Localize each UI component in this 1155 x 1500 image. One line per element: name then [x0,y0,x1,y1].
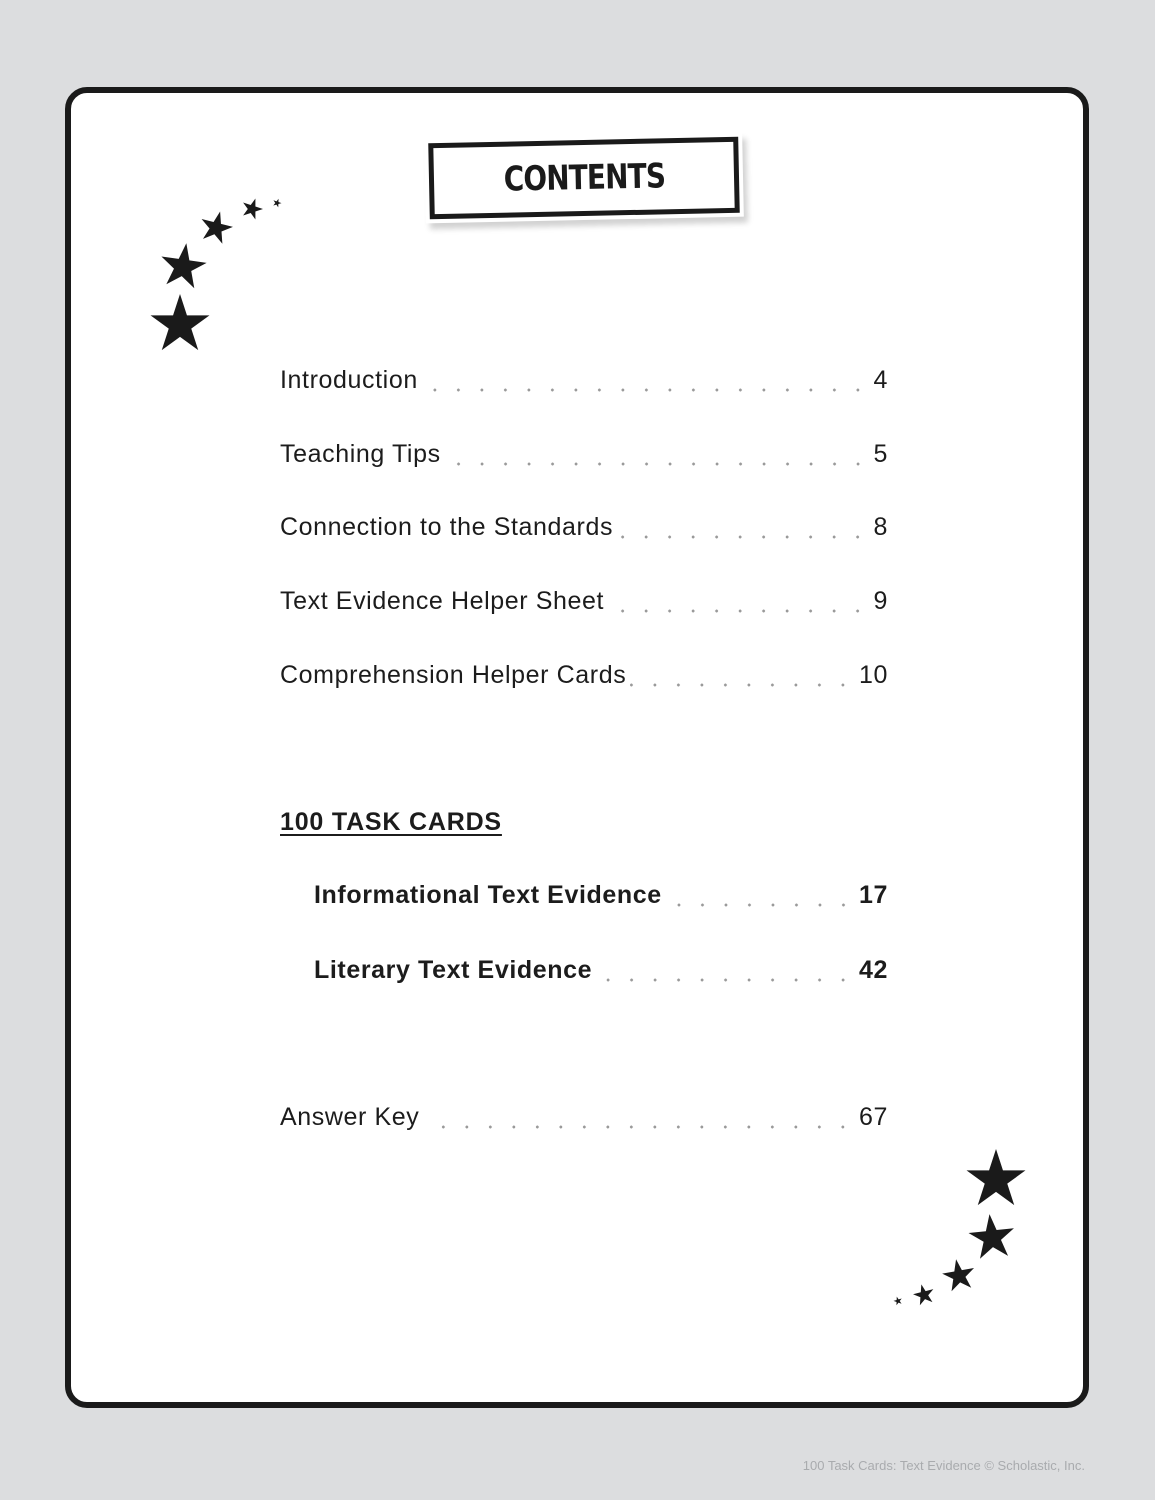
toc-entry-page: 42 [858,956,888,984]
toc-entry-label: Connection to the Standards [280,513,614,541]
section-heading-task-cards: 100 TASK CARDS [280,808,502,836]
dot-leader [666,903,855,907]
dot-leader [422,388,870,392]
dot-leader [617,535,869,539]
dot-leader [445,462,870,466]
toc-entry-text-evidence-helper-sheet[interactable] [280,587,888,621]
toc-entry-connection-to-standards[interactable] [280,513,888,547]
toc-entry-label: Literary Text Evidence [314,956,593,984]
title-border [428,137,740,219]
page-title: CONTENTS [502,156,666,200]
toc-entry-introduction[interactable] [280,366,888,400]
toc-entry-label: Answer Key [280,1103,420,1131]
toc-entry-page: 5 [873,440,888,468]
toc-entry-literary-text-evidence[interactable] [314,956,888,990]
toc-entry-page: 17 [858,881,888,909]
dot-leader [608,609,869,613]
toc-entry-teaching-tips[interactable] [280,440,888,474]
toc-entry-informational-text-evidence[interactable] [314,881,888,915]
toc-entry-label: Informational Text Evidence [314,881,662,909]
dot-leader [423,1125,855,1129]
shooting-stars-icon [145,190,295,360]
toc-entry-page: 67 [858,1103,888,1131]
toc-entry-answer-key[interactable] [280,1103,888,1137]
toc-entry-label: Comprehension Helper Cards [280,661,627,689]
toc-entry-page: 4 [873,366,888,394]
toc-entry-page: 10 [858,661,888,689]
contents-title-banner [424,133,744,224]
toc-entry-label: Introduction [280,366,418,394]
dot-leader [630,683,855,687]
toc-entry-label: Text Evidence Helper Sheet [280,587,605,615]
toc-entry-label: Teaching Tips [280,440,441,468]
copyright-footer: 100 Task Cards: Text Evidence © Scholastic, Inc. [802,1458,1085,1473]
toc-entry-page: 9 [873,587,888,615]
toc-entry-comprehension-helper-cards[interactable] [280,661,888,695]
dot-leader [596,978,855,982]
toc-entry-page: 8 [873,513,888,541]
shooting-stars-icon [885,1140,1035,1315]
